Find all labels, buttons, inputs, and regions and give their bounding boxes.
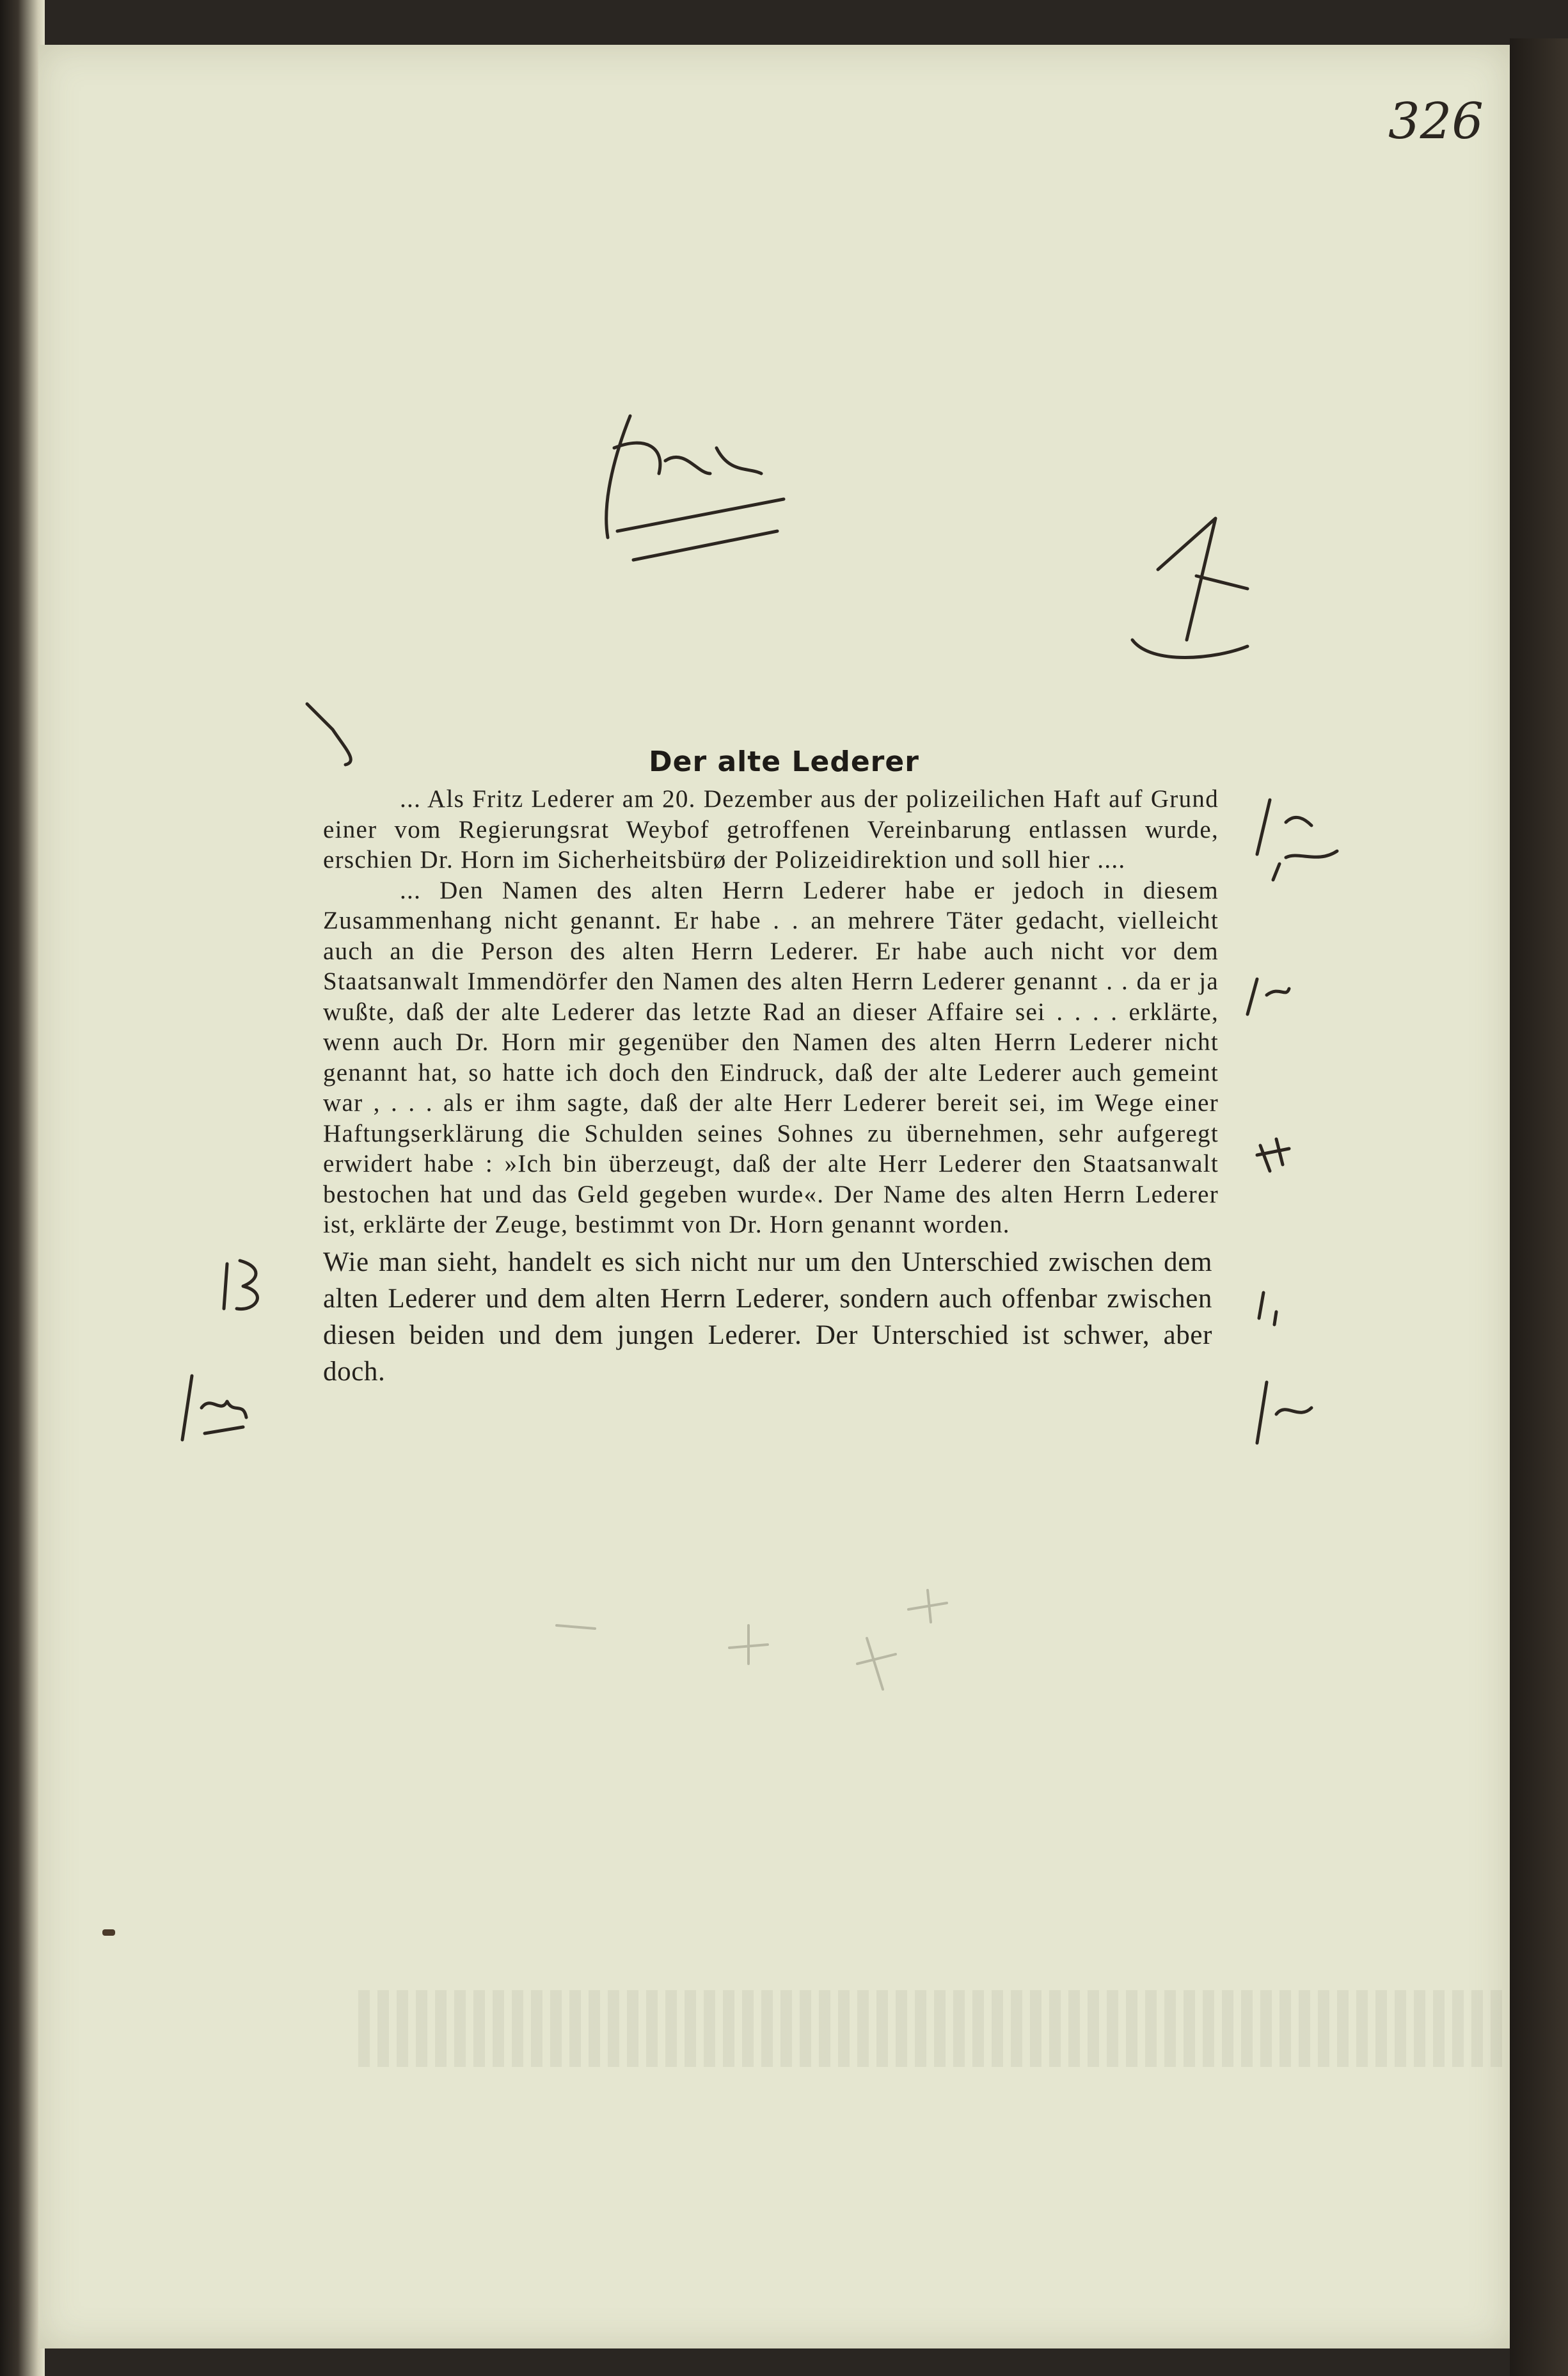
spine-mark <box>102 1929 115 1936</box>
page-edge-shadow <box>1510 38 1568 2376</box>
document-body <box>323 784 1219 1390</box>
folio-number: 326 <box>1388 93 1484 150</box>
paragraph-2: ... Den Namen des alten Herrn Lederer habe er jedoch in diesem Zusammenhang nicht genannt. Er habe . . an mehrere Täter gedacht, vielleicht auch an die Person des alten Herrn Lederer. Er habe auch nicht vor dem Staatsanwalt Immendörfer den Namen des alten Herrn Lederer genannt . . da er ja wußte, daß der alte Lederer das letzte Rad an dieser Affaire sei . . . . erklärte, wenn auch Dr. Horn mir gegenüber den Namen des alten Herrn Lederer nicht genannt hat, so hatte ich doch den Eindruck, daß der alte Lederer auch gemeint war , . . . als er ihm sagte, daß der alte Herr Lederer bereit sei, im Wege einer Haftungserklärung die Schulden seines Sohnes zu übernehmen, sehr aufgeregt erwidert habe : »Ich bin überzeugt, daß der alte Herr Lederer den Staatsanwalt bestochen hat und das Geld gegeben wurde«. Der Name des alten Herrn Lederer ist, erklärte der Zeuge, bestimmt von Dr. Horn genannt worden. <box>323 876 1219 1238</box>
bleed-through-text <box>358 1990 1510 2067</box>
document-title: Der alte Lederer <box>649 745 919 778</box>
paragraph-1: ... Als Fritz Lederer am 20. Dezember aus der polizeilichen Haft auf Grund einer vom Regierungsrat Weybof getroffenen Vereinbarung entlassen wurde, erschien Dr. Horn im Sicherheitsbürø der Polizeidirektion und soll hier .... <box>323 785 1219 873</box>
closing-paragraph: Wie man sieht, handelt es sich nicht nur um den Unterschied zwischen dem alten Lederer und dem alten Herrn Lederer, sondern auch offenbar zwischen diesen beiden und dem jungen Lederer. Der Unterschied ist schwer, aber doch. <box>323 1247 1212 1387</box>
